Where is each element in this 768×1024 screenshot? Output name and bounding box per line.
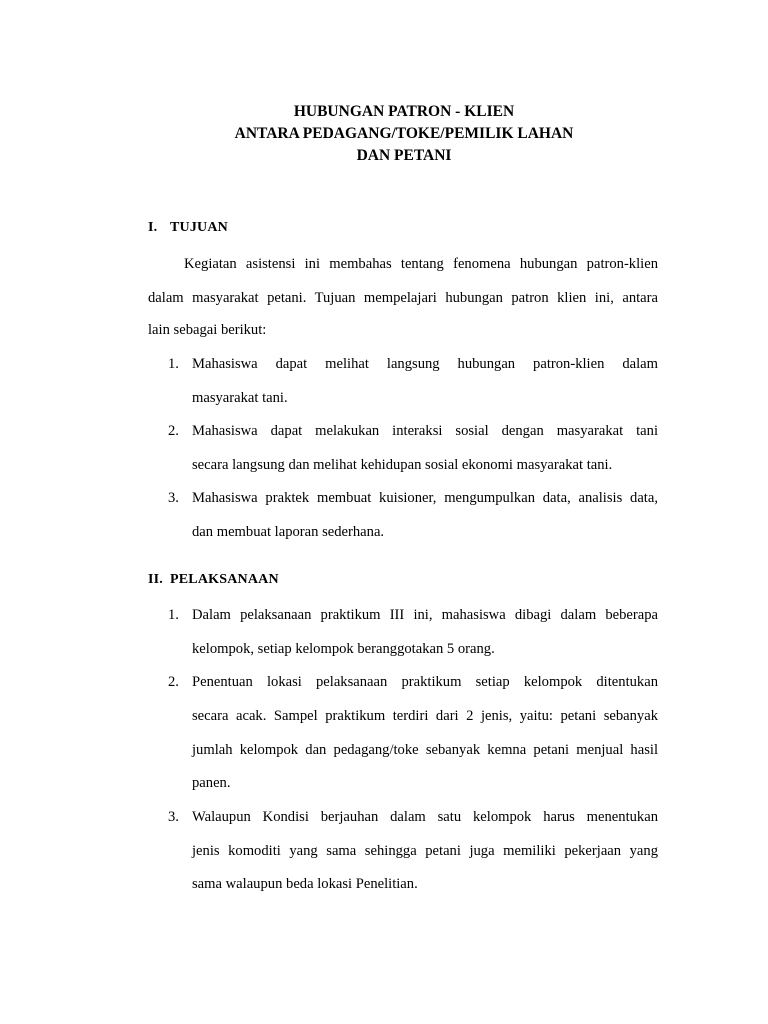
section-number: II.: [148, 572, 163, 587]
list-number: 3.: [168, 809, 179, 825]
list-item-line: masyarakat tani.: [192, 390, 288, 406]
list-number: 1.: [168, 356, 179, 372]
section-title: PELAKSANAAN: [170, 572, 279, 587]
paragraph-line: Kegiatan asistensi ini membahas tentang fenomena hubungan patron-klien: [184, 256, 658, 272]
list-number: 2.: [168, 674, 179, 690]
list-number: 2.: [168, 423, 179, 439]
list-item-line: Penentuan lokasi pelaksanaan praktikum setiap kelompok ditentukan: [192, 674, 658, 690]
list-item-line: secara acak. Sampel praktikum terdiri dari 2 jenis, yaitu: petani sebanyak: [192, 708, 658, 724]
list-item-line: jumlah kelompok dan pedagang/toke sebanyak kemna petani menjual hasil: [192, 742, 658, 758]
paragraph-line: dalam masyarakat petani. Tujuan mempelajari hubungan patron klien ini, antara: [148, 290, 658, 306]
list-item-line: dan membuat laporan sederhana.: [192, 524, 385, 540]
list-item-line: Walaupun Kondisi berjauhan dalam satu kelompok harus menentukan: [192, 809, 658, 825]
list-item-line: Dalam pelaksanaan praktikum III ini, mahasiswa dibagi dalam beberapa: [192, 607, 658, 623]
section-heading-pelaksanaan: [148, 572, 279, 588]
section-number: I.: [148, 220, 158, 235]
title-line-1: HUBUNGAN PATRON - KLIEN: [293, 103, 515, 120]
list-item-line: jenis komoditi yang sama sehingga petani juga memiliki pekerjaan yang: [192, 843, 658, 859]
list-item-line: sama walaupun beda lokasi Penelitian.: [192, 876, 418, 892]
section-heading-tujuan: [148, 220, 228, 236]
list-item-line: Mahasiswa dapat melihat langsung hubungan patron-klien dalam: [192, 356, 658, 372]
list-item-line: Mahasiswa praktek membuat kuisioner, mengumpulkan data, analisis data,: [192, 490, 658, 506]
list-item-line: panen.: [192, 775, 231, 791]
list-item-line: secara langsung dan melihat kehidupan sosial ekonomi masyarakat tani.: [192, 457, 613, 473]
list-number: 1.: [168, 607, 179, 623]
document-title: [0, 101, 768, 167]
list-number: 3.: [168, 490, 179, 506]
paragraph-line: lain sebagai berikut:: [148, 322, 267, 338]
section-title: TUJUAN: [170, 220, 228, 235]
list-item-line: Mahasiswa dapat melakukan interaksi sosial dengan masyarakat tani: [192, 423, 658, 439]
title-line-2: ANTARA PEDAGANG/TOKE/PEMILIK LAHAN: [234, 125, 574, 142]
list-item-line: kelompok, setiap kelompok beranggotakan 5 orang.: [192, 641, 495, 657]
title-line-3: DAN PETANI: [356, 147, 452, 164]
